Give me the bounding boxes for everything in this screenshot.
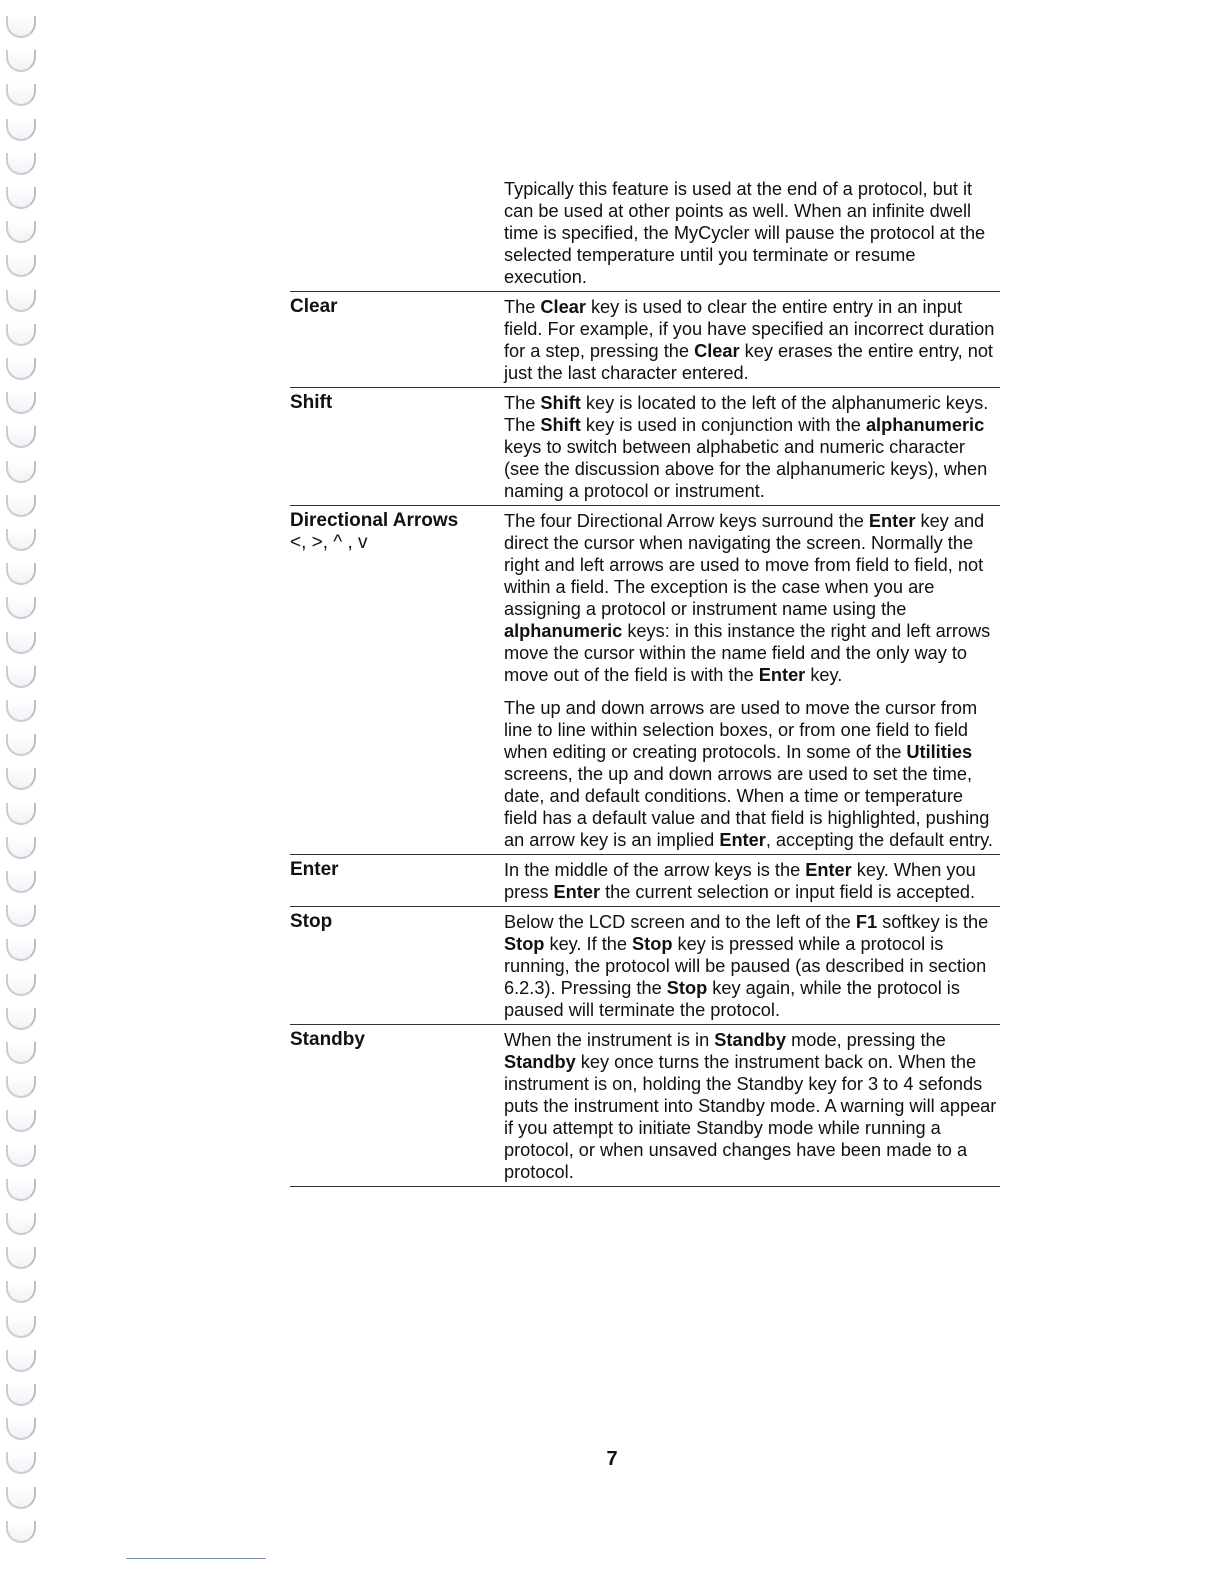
text-run: key. When you press: [504, 860, 976, 902]
key-description: [504, 911, 1000, 1021]
key-row-clear: [290, 292, 1000, 388]
key-description: [504, 1029, 1000, 1183]
binding-ring: [6, 1008, 36, 1030]
binding-ring: [6, 221, 36, 243]
binding-ring: [6, 84, 36, 106]
binding-ring: [6, 597, 36, 619]
text-run: Below the LCD screen and to the left of the: [504, 912, 856, 932]
binding-ring: [6, 1384, 36, 1406]
text-run: key once turns the instrument back on. When the instrument is on, holding the Standby key for 3 to 4 sefonds puts the instrument into Standby mode. A warning will appear if you attempt to initiate Standby mode while running a protocol, or when unsaved changes have been made to a protocol.: [504, 1052, 997, 1182]
text-run: the current selection or input field is accepted.: [600, 882, 976, 902]
key-reference-table: [290, 178, 1000, 1187]
binding-ring: [6, 1521, 36, 1543]
bold-key-name: alphanumeric: [865, 415, 985, 435]
description-paragraph: [504, 859, 1000, 903]
binding-ring: [6, 734, 36, 756]
binding-ring: [6, 1350, 36, 1372]
binding-ring: [6, 871, 36, 893]
description-paragraph: [504, 1029, 1000, 1183]
binding-ring: [6, 1042, 36, 1064]
bold-key-name: Stop: [632, 934, 673, 954]
text-run: softkey is the: [877, 912, 989, 932]
key-term: [290, 911, 504, 1021]
binding-ring: [6, 358, 36, 380]
bold-key-name: Enter: [805, 860, 852, 880]
binding-ring: [6, 529, 36, 551]
bold-key-name: F1: [855, 912, 878, 932]
text-run: key again, while the protocol is paused will terminate the protocol.: [504, 978, 960, 1020]
binding-ring: [6, 939, 36, 961]
bold-key-name: Enter: [868, 511, 916, 531]
binding-ring: [6, 16, 36, 38]
binding-ring: [6, 768, 36, 790]
binding-ring: [6, 1247, 36, 1269]
key-term: [290, 392, 504, 502]
intro-description: [504, 178, 1000, 288]
binding-ring: [6, 700, 36, 722]
text-run: key and direct the cursor when navigating the screen. Normally the right and left arrows are used to move from field to field, not within a field. The exception is the case when you are assigning a protocol or instrument name using the: [504, 511, 985, 619]
bold-key-name: Utilities: [906, 742, 973, 762]
description-paragraph: [504, 296, 1000, 384]
binding-ring: [6, 50, 36, 72]
binding-ring: [6, 1213, 36, 1235]
key-description: [504, 392, 1000, 502]
key-term-label: Directional Arrows: [290, 510, 459, 531]
binding-ring: [6, 905, 36, 927]
key-description: [504, 296, 1000, 384]
key-description: [504, 859, 1000, 903]
key-row-enter: [290, 855, 1000, 907]
key-term-label: Standby: [290, 1029, 365, 1050]
binding-ring: [6, 803, 36, 825]
text-run: The up and down arrows are used to move the cursor from line to line within selection boxes, or from one field to field when editing or creating protocols. In some of the: [504, 698, 978, 762]
text-run: key.: [805, 665, 843, 685]
binding-ring: [6, 563, 36, 585]
text-run: key is pressed while a protocol is running, the protocol will be paused (as described in section 6.2.3). Pressing the: [504, 934, 987, 998]
text-run: The: [504, 297, 541, 317]
description-paragraph: [504, 697, 1000, 851]
key-term: [290, 510, 504, 851]
binding-ring: [6, 1110, 36, 1132]
text-run: key is used in conjunction with the: [580, 415, 866, 435]
binding-ring: [6, 837, 36, 859]
page-number: 7: [606, 1448, 618, 1470]
bold-key-name: Standby: [714, 1030, 787, 1050]
key-row-standby: [290, 1025, 1000, 1187]
binding-ring: [6, 1487, 36, 1509]
description-paragraph: [504, 392, 1000, 502]
bold-key-name: Shift: [540, 415, 581, 435]
binding-ring: [6, 392, 36, 414]
binding-ring: [6, 255, 36, 277]
bold-key-name: Shift: [540, 393, 581, 413]
text-run: The four Directional Arrow keys surround the: [504, 511, 869, 531]
text-run: In the middle of the arrow keys is the: [504, 860, 806, 880]
text-run: When the instrument is in: [504, 1030, 715, 1050]
bold-key-name: Enter: [758, 665, 806, 685]
binding-ring: [6, 1281, 36, 1303]
key-term-symbols: <, >, ^ , v: [290, 532, 368, 553]
binding-ring: [6, 666, 36, 688]
bold-key-name: Clear: [694, 341, 740, 361]
binding-ring: [6, 290, 36, 312]
key-term-label: Clear: [290, 296, 338, 317]
bold-key-name: Enter: [553, 882, 601, 902]
binding-ring: [6, 1316, 36, 1338]
binding-ring: [6, 153, 36, 175]
scan-underline-mark: [126, 1558, 266, 1559]
text-run: key is located to the left of the alphanumeric keys. The: [504, 393, 989, 435]
text-run: The: [504, 393, 541, 413]
key-row-directional-arrows: [290, 506, 1000, 855]
text-run: , accepting the default entry.: [765, 830, 993, 850]
bold-key-name: Standby: [504, 1052, 576, 1072]
key-row-shift: [290, 388, 1000, 506]
bold-key-name: Clear: [540, 297, 586, 317]
binding-ring: [6, 1145, 36, 1167]
text-run: key erases the entire entry, not just the last character entered.: [504, 341, 993, 383]
binding-ring: [6, 324, 36, 346]
text-run: mode, pressing the: [786, 1030, 946, 1050]
key-term-label: Stop: [290, 911, 333, 932]
description-paragraph: [504, 510, 1000, 686]
binding-ring: [6, 632, 36, 654]
text-run: key is used to clear the entire entry in an input field. For example, if you have specified an incorrect duration for a step, pressing the: [504, 297, 995, 361]
binding-ring: [6, 1418, 36, 1440]
bold-key-name: alphanumeric: [504, 621, 623, 641]
binding-ring: [6, 461, 36, 483]
intro-paragraph: Typically this feature is used at the end of a protocol, but it can be used at other points as well. When an infinite dwell time is specified, the MyCycler will pause the protocol at the selected temperature until you terminate or resume execution.: [504, 179, 986, 287]
key-term-label: Enter: [290, 859, 339, 880]
binding-ring: [6, 119, 36, 141]
binding-ring: [6, 974, 36, 996]
binding-ring: [6, 187, 36, 209]
text-run: keys to switch between alphabetic and numeric character (see the discussion above for the alphanumeric keys), when naming a protocol or instrument.: [504, 437, 988, 501]
text-run: screens, the up and down arrows are used to set the time, date, and default conditions. When a time or temperature field has a default value and that field is highlighted, pushing an arrow key is an implied: [504, 764, 990, 850]
description-paragraph: [504, 911, 1000, 1021]
key-term-label: Shift: [290, 392, 333, 413]
key-term: [290, 296, 504, 384]
intro-term: [290, 178, 504, 288]
key-description: [504, 510, 1000, 851]
key-row-stop: [290, 907, 1000, 1025]
key-term: [290, 1029, 504, 1183]
binding-ring: [6, 1179, 36, 1201]
key-term: [290, 859, 504, 903]
bold-key-name: Enter: [719, 830, 766, 850]
text-run: key. If the: [544, 934, 633, 954]
binding-ring: [6, 1076, 36, 1098]
spiral-binding: [0, 0, 60, 1584]
binding-ring: [6, 495, 36, 517]
text-run: keys: in this instance the right and left arrows move the cursor within the name field and the only way to move out of the field is with the: [504, 621, 991, 685]
intro-row: [290, 178, 1000, 292]
bold-key-name: Stop: [504, 934, 545, 954]
binding-ring: [6, 426, 36, 448]
bold-key-name: Stop: [666, 978, 708, 998]
